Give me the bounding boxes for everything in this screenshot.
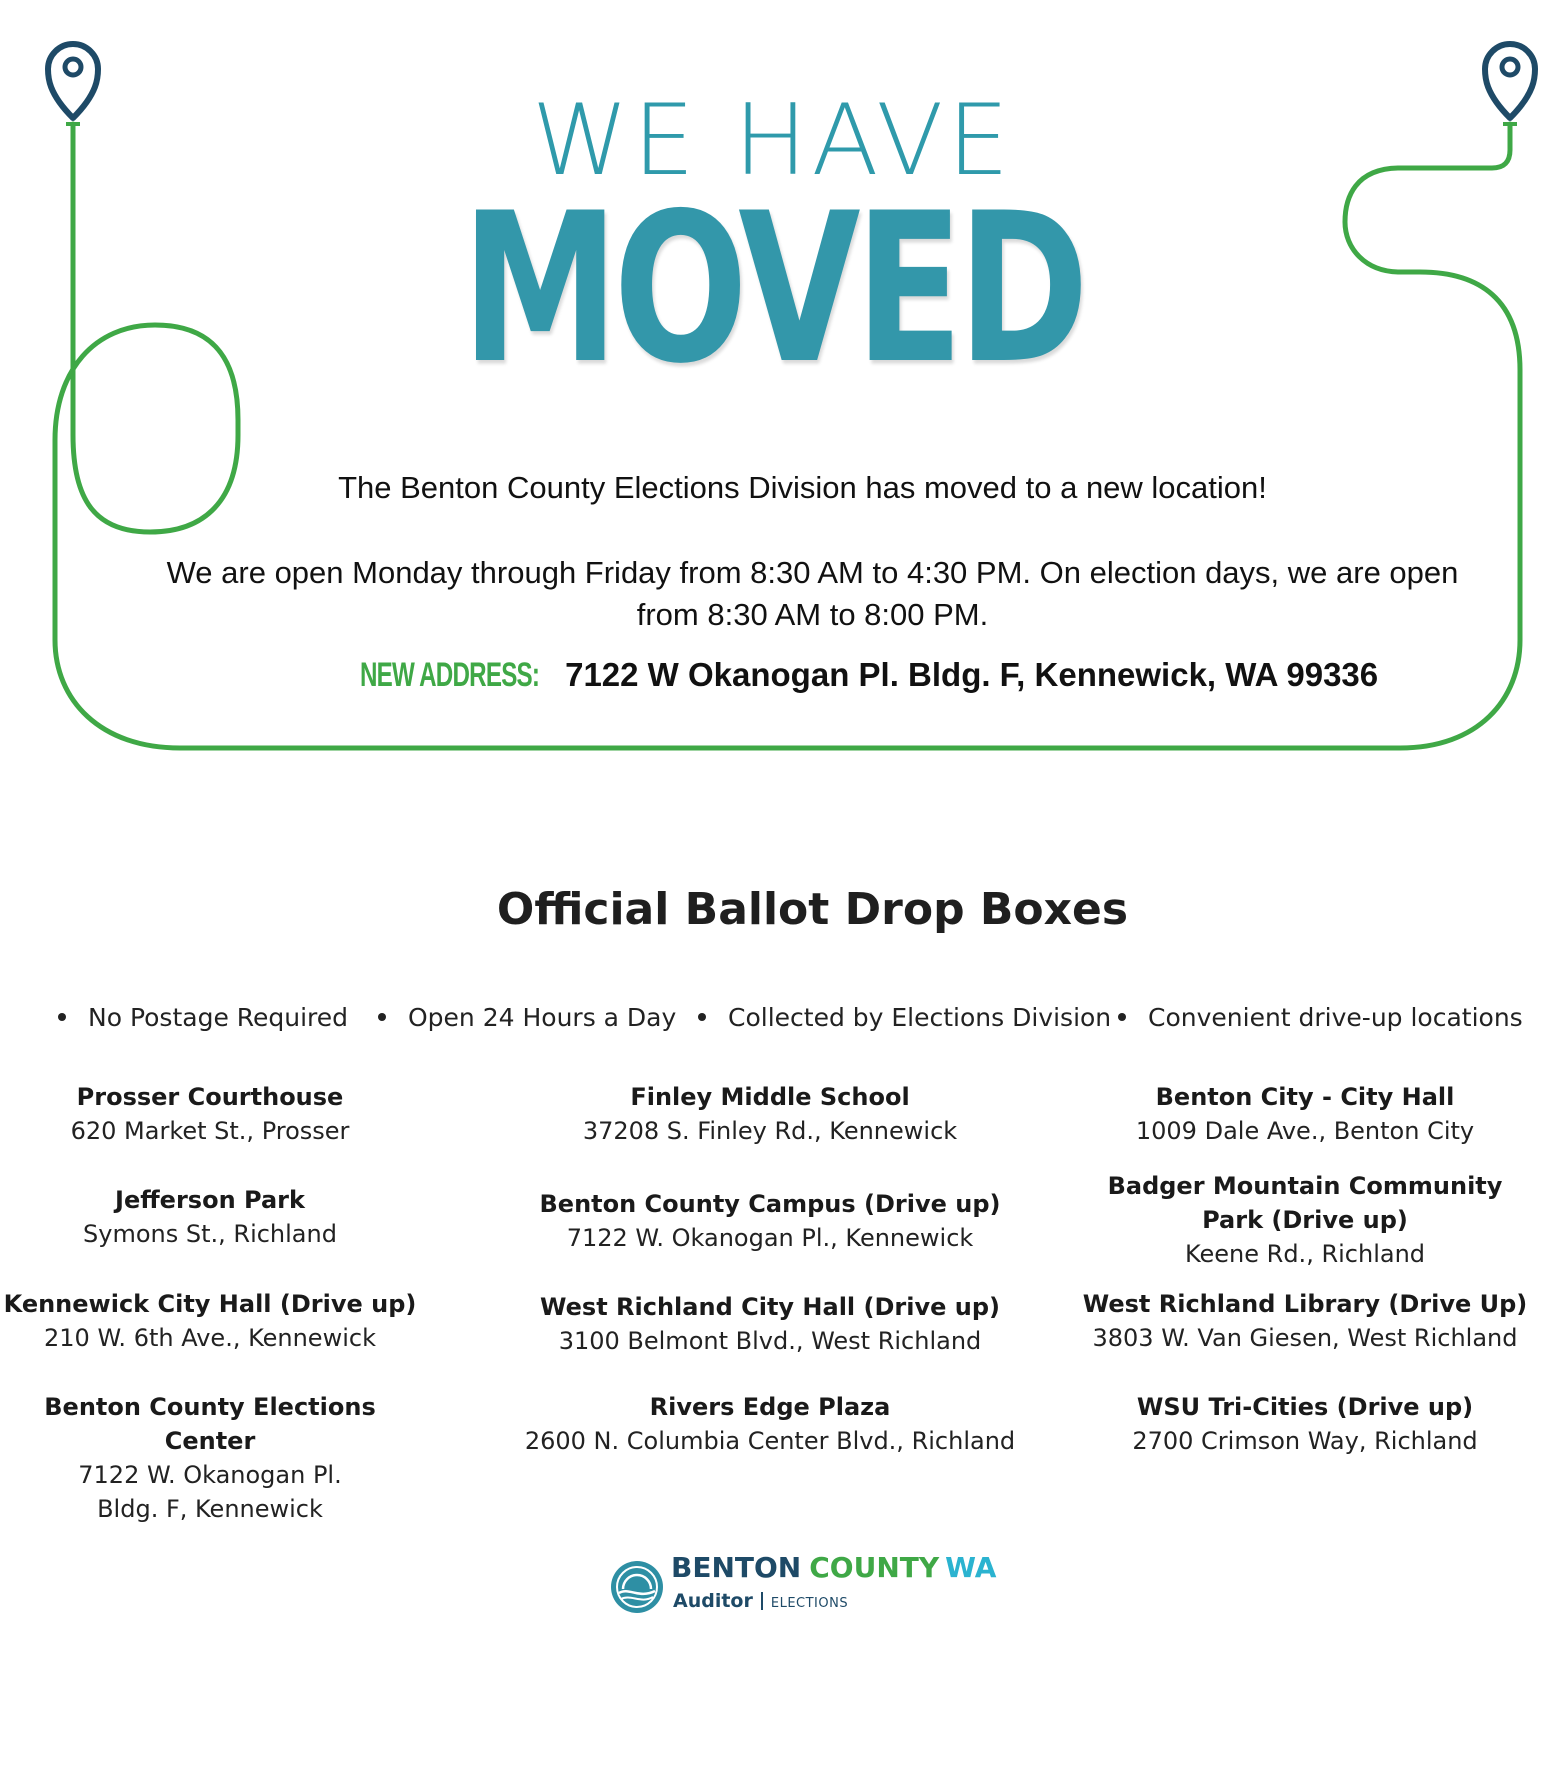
feature-item: Open 24 Hours a Day — [378, 1003, 676, 1032]
location-address: 210 W. 6th Ave., Kennewick — [44, 1324, 376, 1352]
location-address: Keene Rd., Richland — [1184, 1240, 1426, 1268]
headline-moved: MOVED — [461, 168, 1084, 410]
location-name: Rivers Edge Plaza — [649, 1393, 891, 1421]
location-name: Finley Middle School — [630, 1083, 910, 1111]
headline-we-have: WE HAVE — [531, 84, 1014, 198]
county-emblem-icon — [609, 1559, 665, 1615]
office-hours-text: We are open Monday through Friday from 8:30 AM to 4:30 PM. On election days, we are open from 8:30 AM to 8:00 PM. — [166, 555, 1459, 632]
dropbox-location — [510, 1080, 1030, 1148]
location-name: Benton City - City Hall — [1155, 1083, 1455, 1111]
location-name: Kennewick City Hall (Drive up) — [3, 1290, 417, 1318]
location-address: 37208 S. Finley Rd., Kennewick — [582, 1117, 958, 1145]
location-address: 3100 Belmont Blvd., West Richland — [558, 1327, 982, 1355]
location-address: 1009 Dale Ave., Benton City — [1135, 1117, 1475, 1145]
feature-item: Convenient drive-up locations — [1118, 1003, 1523, 1032]
location-address: 2700 Crimson Way, Richland — [1132, 1427, 1478, 1455]
logo-word-county: COUNTY — [809, 1551, 940, 1584]
dropbox-location — [44, 1390, 376, 1526]
location-name: West Richland City Hall (Drive up) — [540, 1293, 1000, 1321]
location-address: 7122 W. Okanogan Pl., Kennewick — [566, 1224, 974, 1252]
dropbox-location — [0, 1183, 420, 1251]
location-address: Symons St., Richland — [83, 1220, 337, 1248]
feature-item: Collected by Elections Division — [698, 1003, 1111, 1032]
location-address: 3803 W. Van Giesen, West Richland — [1092, 1324, 1518, 1352]
feature-item: No Postage Required — [58, 1003, 348, 1032]
bullet-icon — [58, 1013, 66, 1021]
new-address-row — [360, 656, 1460, 694]
bullet-icon — [1118, 1013, 1126, 1021]
logo-word-wa: WA — [945, 1551, 997, 1584]
new-address-label: NEW ADDRESS: — [360, 655, 540, 694]
new-address-value: 7122 W Okanogan Pl. Bldg. F, Kennewick, WA 99336 — [565, 656, 1379, 693]
location-name: Benton County Campus (Drive up) — [539, 1190, 1001, 1218]
feature-list — [0, 1003, 1545, 1043]
logo-elections: ELECTIONS — [770, 1596, 849, 1611]
dropbox-location — [0, 1080, 420, 1148]
dropbox-location — [1075, 1390, 1535, 1458]
bullet-icon — [698, 1013, 706, 1021]
location-name: Benton County Elections Center — [44, 1393, 376, 1455]
dropbox-location — [510, 1187, 1030, 1255]
location-name: WSU Tri-Cities (Drive up) — [1136, 1393, 1474, 1421]
dropbox-location — [1075, 1287, 1535, 1355]
dropbox-location — [510, 1390, 1030, 1458]
location-name: Jefferson Park — [115, 1186, 305, 1214]
location-name: West Richland Library (Drive Up) — [1082, 1290, 1528, 1318]
location-address: 7122 W. Okanogan Pl. Bldg. F, Kennewick — [78, 1461, 342, 1523]
location-name: Prosser Courthouse — [76, 1083, 344, 1111]
dropbox-location — [1075, 1080, 1535, 1148]
bullet-icon — [378, 1013, 386, 1021]
logo-divider — [761, 1592, 763, 1610]
dropbox-location — [0, 1287, 420, 1355]
location-address: 2600 N. Columbia Center Blvd., Richland — [524, 1427, 1016, 1455]
logo-auditor: Auditor — [673, 1590, 753, 1612]
dropbox-heading: Official Ballot Drop Boxes — [496, 884, 1129, 935]
location-name: Badger Mountain Community Park (Drive up) — [1107, 1172, 1503, 1234]
intro-text: The Benton County Elections Division has moved to a new location! — [338, 470, 1267, 505]
logo-word-benton: BENTON — [671, 1551, 802, 1584]
benton-county-logo — [609, 1551, 1029, 1621]
location-address: 620 Market St., Prosser — [70, 1117, 350, 1145]
dropbox-location — [1105, 1169, 1505, 1271]
dropbox-location — [510, 1290, 1030, 1358]
